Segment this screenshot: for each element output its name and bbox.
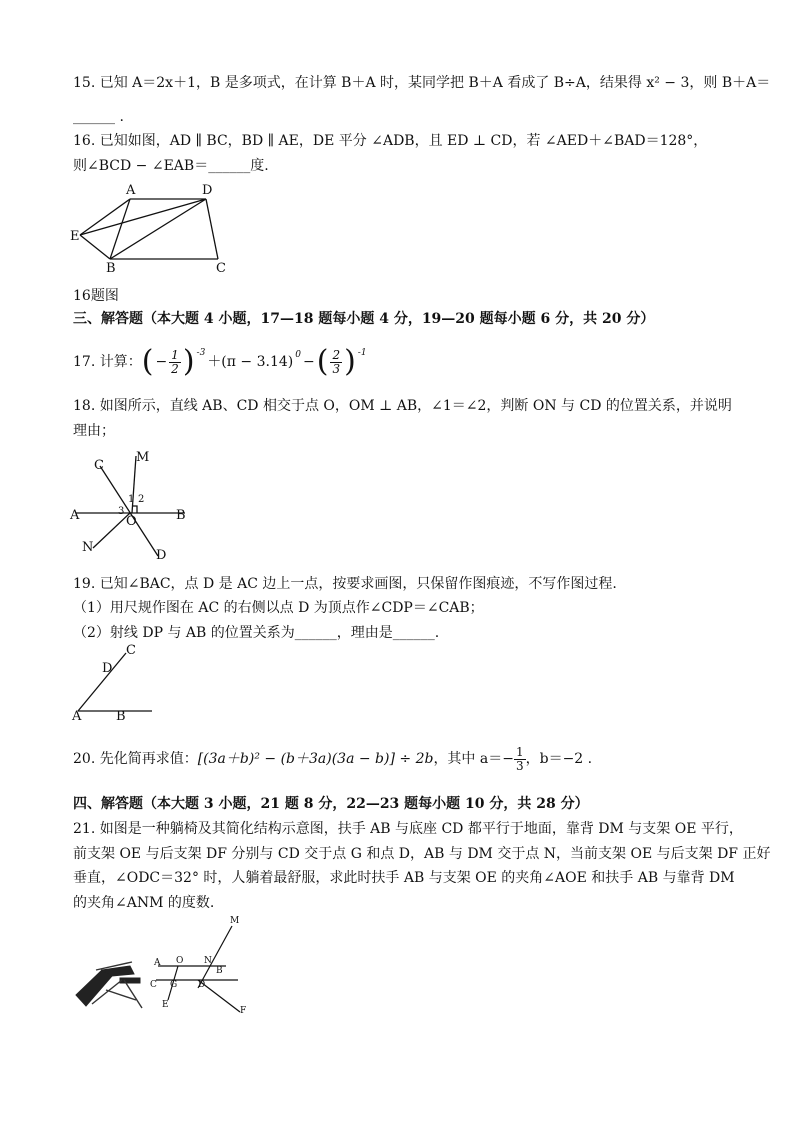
q16-figure-caption: 16题图 [73,288,119,304]
q21-label-f: F [240,1006,247,1016]
q18-label-1: 1 [128,494,135,505]
q18-label-3: 3 [118,506,125,517]
q20-a-frac: $\frac{1}{3}$ [515,744,524,773]
q19-label-a: A [72,709,82,724]
q16-label-b: B [106,261,116,276]
q16-label-d: D [202,183,213,198]
q21-label-c: C [150,980,157,990]
q20-mid: ，其中 a＝− [433,751,514,767]
q21-label-n: N [204,956,212,966]
q18-label-m: M [136,450,150,465]
q18-figure [70,448,195,563]
q16-label-c: C [216,261,226,276]
section4-title: 四、解答题（本大题 3 小题，21 题 8 分，22—23 题每小题 10 分，共 28 分） [73,796,589,812]
q21-chair-illustration [72,950,150,1015]
q19-label-b: B [116,709,126,724]
q16-figure [68,185,238,275]
q18-label-d: D [156,548,167,563]
q21-label-e: E [162,1000,169,1010]
q18-label-a: A [70,508,80,523]
q17-prefix: 17. 计算： [73,354,142,370]
q21-label-d: D [198,980,206,990]
q16-label-a: A [126,183,136,198]
q17-frac2: $\frac{2}{3}$ [332,347,341,376]
q20-tail: ，b＝−2 . [525,751,593,767]
q18-text-line1: 18. 如图所示，直线 AB、CD 相交于点 O，OM ⊥ AB，∠1＝∠2，判断 ON 与 CD 的位置关系，并说明 [73,398,732,414]
q17-formula: ( − $\frac{1}{2}$ ) $^{-3}$ ＋(π − 3.14) $^0$ − ( $\frac{2}{3}$ ) $^{-1}$ [141,344,367,379]
q20-line [73,742,592,776]
q21-label-m: M [230,916,240,926]
q18-label-c: C [94,458,104,473]
q19-label-c: C [126,643,136,658]
q18-text-line2: 理由； [73,423,115,439]
q16-diagram [68,185,238,275]
q19-text-line3: （2）射线 DP 与 AB 的位置关系为______，理由是______. [73,625,440,641]
q20-prefix: 20. 先化简再求值： [73,751,198,767]
q17-frac1: $\frac{1}{2}$ [171,347,179,376]
q18-label-n: N [82,540,94,555]
q21-label-o: O [176,956,184,966]
q21-text-line1: 21. 如图是一种躺椅及其简化结构示意图，扶手 AB 与底座 CD 都平行于地面，靠背 DM 与支架 OE 平行， [73,821,743,837]
q21-figure [148,918,248,1018]
q19-diagram [70,645,160,723]
q16-label-e: E [70,229,80,244]
q21-label-b: B [216,966,223,976]
q15-answer-blank: ______ . [73,109,124,125]
q18-label-b: B [176,508,186,523]
q21-text-line2: 前支架 OE 与后支架 DF 分别与 CD 交于点 G 和点 D，AB 与 DM 交于点 N，当前支架 OE 与后支架 DF 正好 [73,846,771,862]
q17-line [73,342,367,382]
q20-expression: [(3a＋b)² − (b＋3a)(3a − b)] ÷ 2b [197,751,434,767]
q18-label-2: 2 [138,494,145,505]
q16-text-line2: 则∠BCD − ∠EAB＝______度. [73,158,269,174]
q19-text-line2: （1）用尺规作图在 AC 的右侧以点 D 为顶点作∠CDP＝∠CAB； [73,600,484,616]
q21-label-g: G [170,980,178,990]
q19-figure [70,645,160,723]
q21-text-line4: 的夹角∠ANM 的度数. [73,895,215,911]
q19-label-d: D [102,661,113,676]
q21-chair-photo [72,950,150,1015]
q19-text-line1: 19. 已知∠BAC，点 D 是 AC 边上一点，按要求画图，只保留作图痕迹，不写作图过程. [73,576,617,592]
q15-text: 15. 已知 A＝2x＋1，B 是多项式，在计算 B＋A 时，某同学把 B＋A 看成了 B÷A，结果得 x² − 3，则 B＋A＝ [73,75,771,91]
q18-label-o: O [126,514,137,529]
q21-label-a: A [154,958,161,968]
q16-text-line1: 16. 已知如图，AD ∥ BC，BD ∥ AE，DE 平分 ∠ADB，且 ED ⊥ CD，若 ∠AED＋∠BAD＝128°， [73,133,708,149]
q21-text-line3: 垂直，∠ODC＝32° 时，人躺着最舒服，求此时扶手 AB 与支架 OE 的夹角∠AOE 和扶手 AB 与靠背 DM [73,870,735,886]
section3-title: 三、解答题（本大题 4 小题，17—18 题每小题 4 分，19—20 题每小题 6 分，共 20 分） [73,311,655,327]
